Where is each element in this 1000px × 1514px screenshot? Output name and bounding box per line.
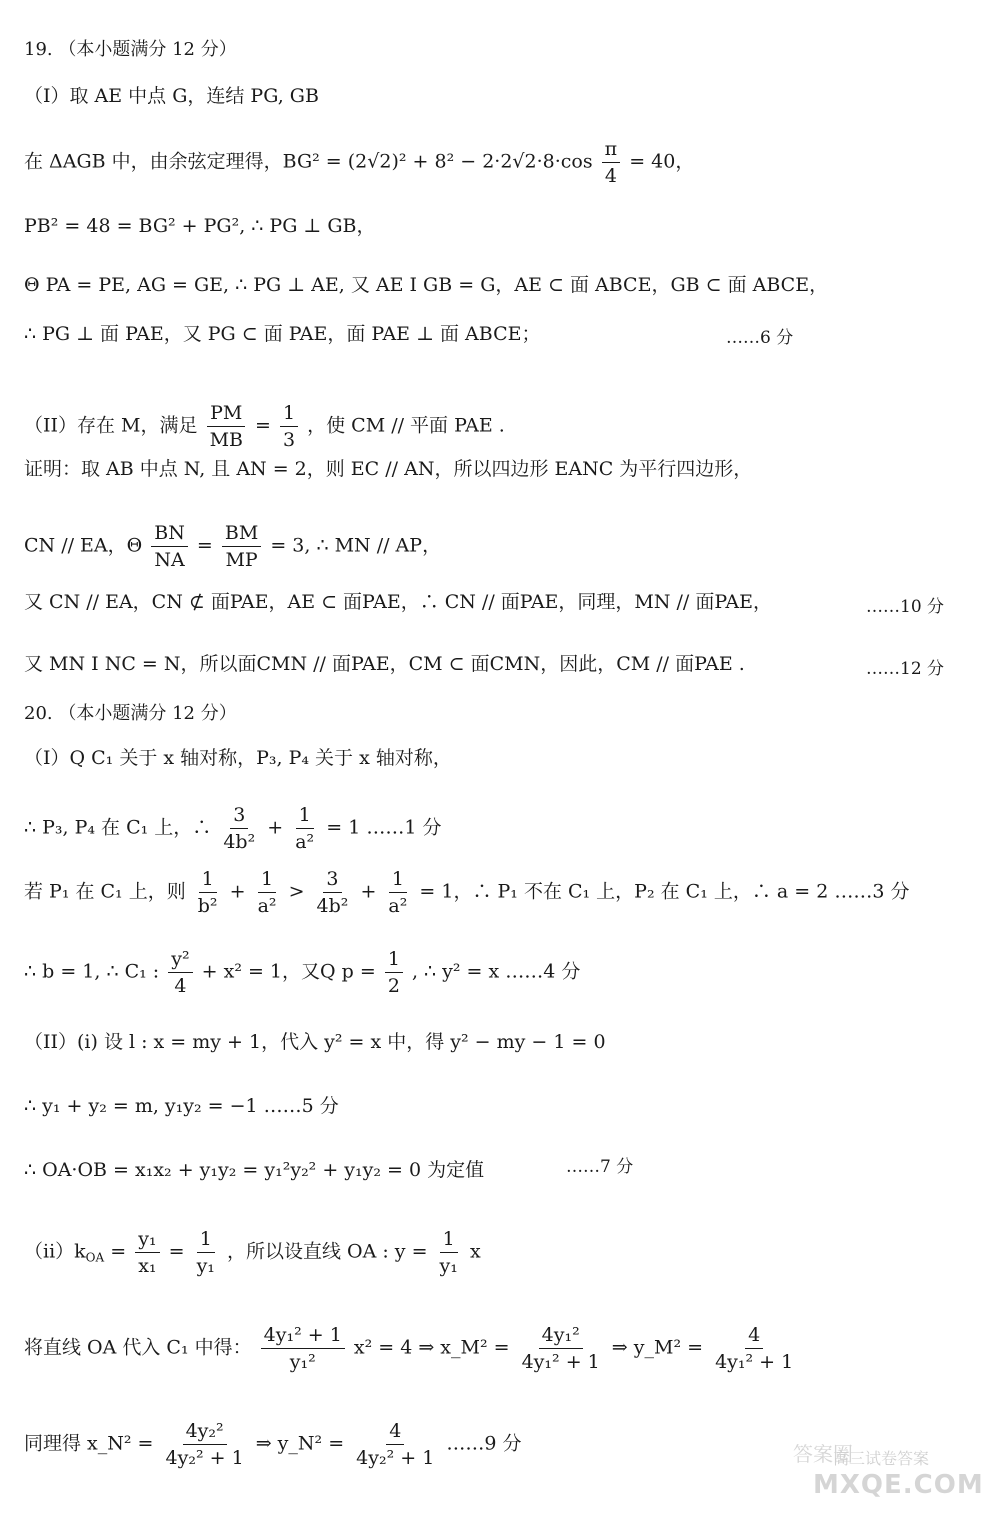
plus-sign: + — [229, 880, 246, 903]
q20-line10 — [24, 1418, 522, 1471]
q20-l9-prefix: 将直线 OA 代入 C₁ 中得： — [24, 1336, 252, 1359]
q20-l3-prefix: 若 P₁ 在 C₁ 上，则 — [24, 880, 186, 903]
q20-l10-fraction-2 — [353, 1418, 437, 1471]
q20-line7: ∴ OA·OB = x₁x₂ + y₁y₂ = y₁²y₂² + y₁y₂ = 0 为定值 — [24, 1159, 485, 1181]
fraction-numerator: π — [602, 136, 621, 163]
fraction-numerator: BM — [222, 520, 261, 547]
q19-bn-na-fraction — [151, 520, 188, 573]
q19-pm-mb-fraction — [207, 400, 246, 453]
fraction-denominator: 4b² — [316, 895, 349, 917]
q20-l2-suffix: = 1 ……1 分 — [326, 816, 442, 839]
fraction-denominator: 4y₁² + 1 — [715, 1351, 794, 1373]
q20-l9-mid1: x² = 4 ⇒ x_M² = — [353, 1336, 510, 1359]
fraction-denominator: a² — [257, 895, 277, 917]
fraction-denominator: 4 — [174, 975, 187, 997]
fraction-numerator: 1 — [385, 946, 403, 973]
q19-score-10: ……10 分 — [866, 597, 945, 617]
plus-sign: + — [267, 816, 284, 839]
greater-than-sign: > — [288, 880, 305, 903]
fraction-denominator: 4y₂² + 1 — [165, 1447, 244, 1469]
q19-ratio-suffix: = 3, ∴ MN // AP， — [270, 534, 442, 557]
q20-l4-suffix: , ∴ y² = x ……4 分 — [411, 960, 581, 983]
q19-score-6: ……6 分 — [726, 328, 794, 348]
fraction-denominator: NA — [154, 549, 185, 571]
q20-l9-mid2: ⇒ y_M² = — [611, 1336, 704, 1359]
q20-line8: $(ii)k_{OA}$ = $\frac{\text{y₁}}{\text{x₁}}$ = $\frac{1}{\text{y₁}}$ ，所以设直线 OA : y = $\frac{1}{\text{y₁}}$ x — [24, 1228, 481, 1277]
equals-sign: = — [110, 1240, 127, 1263]
q20-l3-fraction-4 — [385, 866, 410, 919]
q20-l2-fraction-2 — [292, 802, 317, 855]
q20-l8-suffix: x — [469, 1240, 481, 1263]
fraction-denominator: 3 — [283, 429, 296, 451]
q19-exist-suffix: ，使 CM // 平面 PAE . — [307, 414, 505, 437]
watermark-top-text: 答案圈 — [793, 1442, 853, 1466]
q20-l3-fraction-1 — [195, 866, 221, 919]
q19-score-12: ……12 分 — [866, 659, 945, 679]
fraction-numerator: 3 — [230, 802, 248, 829]
q20-line1: （I）Q C₁ 关于 x 轴对称，P₃, P₄ 关于 x 轴对称， — [24, 747, 452, 769]
q20-l8-fraction-2 — [194, 1226, 218, 1279]
fraction-denominator: MB — [209, 429, 243, 451]
q20-l9-fraction-1 — [261, 1322, 345, 1375]
fraction-numerator: 1 — [389, 866, 407, 893]
fraction-numerator: BN — [151, 520, 188, 547]
q19-one-third-fraction — [280, 400, 298, 453]
q19-cosine-line — [24, 136, 694, 189]
q20-l10-prefix: 同理得 x_N² = — [24, 1432, 154, 1455]
fraction-numerator: 1 — [440, 1226, 458, 1253]
q20-l2-fraction-1 — [220, 802, 258, 855]
fraction-numerator: 1 — [197, 1226, 215, 1253]
q19-ratio-line: CN // EA，Θ $\frac{BN}{NA}$ = $\frac{BM}{MP}$ = 3, ∴ MN // AP， — [24, 522, 442, 571]
q20-l10-mid: ⇒ y_N² = — [255, 1432, 345, 1455]
fraction-denominator: y₁ — [439, 1255, 458, 1277]
q20-l3-fraction-2 — [255, 866, 280, 919]
fraction-numerator: 4y₁² — [539, 1322, 583, 1349]
fraction-denominator: x₁ — [138, 1255, 157, 1277]
fraction-denominator: 4b² — [223, 831, 256, 853]
fraction-denominator: 4 — [604, 165, 617, 187]
q20-line6: ∴ y₁ + y₂ = m, y₁y₂ = −1 ……5 分 — [24, 1095, 339, 1117]
q20-l8-fraction-3 — [437, 1226, 461, 1279]
fraction-denominator: y₁² — [289, 1351, 316, 1373]
q20-l9-fraction-3 — [712, 1322, 796, 1375]
fraction-numerator: y₁ — [135, 1226, 159, 1253]
q20-line3: 若 P₁ 在 C₁ 上，则 $\frac{1}{\text{b²}}$ + $\frac{1}{\text{a²}}$ > $\frac{3}{\text{4b²}}$ + $\frac{1}{\text{a²}}$ = 1，∴ P₁ 不在 C₁ 上，P₂ 在 C₁ 上，∴ a = 2 ……3 分 — [24, 868, 910, 917]
q19-part1-intro: （I）取 AE 中点 G，连结 PG, GB — [24, 85, 319, 107]
q20-l8-subscript: OA — [85, 1250, 105, 1265]
q20-l2-prefix: ∴ P₃, P₄ 在 C₁ 上，∴ — [24, 816, 212, 839]
q20-line4 — [24, 946, 580, 999]
fraction-numerator: 4y₂² — [183, 1418, 227, 1445]
q19-ratio-prefix: CN // EA，Θ — [24, 534, 143, 557]
watermark-logo — [773, 1436, 988, 1506]
q20-heading: 20. （本小题满分 12 分） — [24, 703, 237, 724]
q20-l3-fraction-3 — [314, 866, 352, 919]
q20-line9 — [24, 1322, 799, 1375]
watermark-bottom-text: MXQE.COM — [813, 1470, 984, 1500]
q20-line2 — [24, 802, 441, 855]
fraction-numerator: 1 — [258, 866, 276, 893]
q20-l8-prefix: （ii）k — [24, 1240, 86, 1263]
q20-l10-suffix: ……9 分 — [446, 1432, 522, 1455]
q20-l8-mid: ，所以设直线 OA : y = — [226, 1240, 428, 1263]
q20-l4-prefix: ∴ b = 1, ∴ C₁ : — [24, 960, 160, 983]
fraction-denominator: a² — [388, 895, 408, 917]
q19-pb-line: PB² = 48 = BG² + PG², ∴ PG ⊥ GB， — [24, 215, 376, 237]
fraction-numerator: 1 — [280, 400, 298, 427]
q20-l4-fraction-1 — [168, 946, 192, 999]
q20-l4-mid: + x² = 1，又Q p = — [201, 960, 376, 983]
q19-part1-conclusion: ∴ PG ⊥ 面 PAE，又 PG ⊂ 面 PAE，面 PAE ⊥ 面 ABCE； — [24, 323, 541, 345]
q19-bm-mp-fraction — [222, 520, 261, 573]
fraction-denominator: y₁ — [196, 1255, 215, 1277]
q20-l10-fraction-1 — [163, 1418, 247, 1471]
fraction-denominator: b² — [197, 895, 218, 917]
q19-heading: 19. （本小题满分 12 分） — [24, 39, 237, 60]
fraction-numerator: PM — [207, 400, 245, 427]
q19-part2-exist: （II）存在 M，满足 $\frac{PM}{MB}$ = $\frac{1}{3}$ ，使 CM // 平面 PAE . — [24, 402, 505, 451]
q19-perp-line: Θ PA = PE, AG = GE, ∴ PG ⊥ AE, 又 AE I GB = G，AE ⊂ 面 ABCE，GB ⊂ 面 ABCE， — [24, 274, 829, 296]
fraction-numerator: y² — [168, 946, 192, 973]
q20-l9-fraction-2 — [519, 1322, 603, 1375]
q20-l8-fraction-1 — [135, 1226, 159, 1279]
fraction-denominator: a² — [295, 831, 315, 853]
fraction-numerator: 4 — [745, 1322, 763, 1349]
q20-l4-fraction-2 — [385, 946, 403, 999]
q19-cosine-fraction — [602, 136, 621, 189]
q19-part2-line3: 又 CN // EA，CN ⊄ 面PAE，AE ⊂ 面PAE，∴ CN // 面PAE，同理，MN // 面PAE， — [24, 591, 772, 613]
fraction-denominator: 4y₁² + 1 — [521, 1351, 600, 1373]
fraction-numerator: 1 — [296, 802, 314, 829]
fraction-numerator: 3 — [323, 866, 341, 893]
q20-l3-suffix: = 1，∴ P₁ 不在 C₁ 上，P₂ 在 C₁ 上，∴ a = 2 ……3 分 — [419, 880, 910, 903]
q19-exist-prefix: （II）存在 M，满足 — [24, 414, 198, 437]
fraction-denominator: 2 — [387, 975, 400, 997]
fraction-denominator: 4y₂² + 1 — [356, 1447, 435, 1469]
q19-cosine-suffix: = 40， — [629, 150, 695, 173]
q19-cosine-prefix: 在 ΔAGB 中，由余弦定理得，BG² = (2√2)² + 8² − 2·2√2·8·cos — [24, 150, 593, 173]
q20-score-7: ……7 分 — [566, 1157, 634, 1177]
q20-line5: （II）(i) 设 l : x = my + 1，代入 y² = x 中，得 y² − my − 1 = 0 — [24, 1031, 606, 1053]
fraction-numerator: 1 — [199, 866, 217, 893]
q19-proof-line: 证明：取 AB 中点 N, 且 AN = 2，则 EC // AN，所以四边形 EANC 为平行四边形， — [24, 458, 753, 480]
fraction-numerator: 4 — [386, 1418, 404, 1445]
watermark-caption: 高三试卷答案 — [833, 1449, 930, 1468]
q19-part2-line4: 又 MN I NC = N，所以面CMN // 面PAE，CM ⊂ 面CMN，因此，CM // 面PAE . — [24, 653, 745, 675]
fraction-denominator: MP — [225, 549, 258, 571]
fraction-numerator: 4y₁² + 1 — [261, 1322, 345, 1349]
